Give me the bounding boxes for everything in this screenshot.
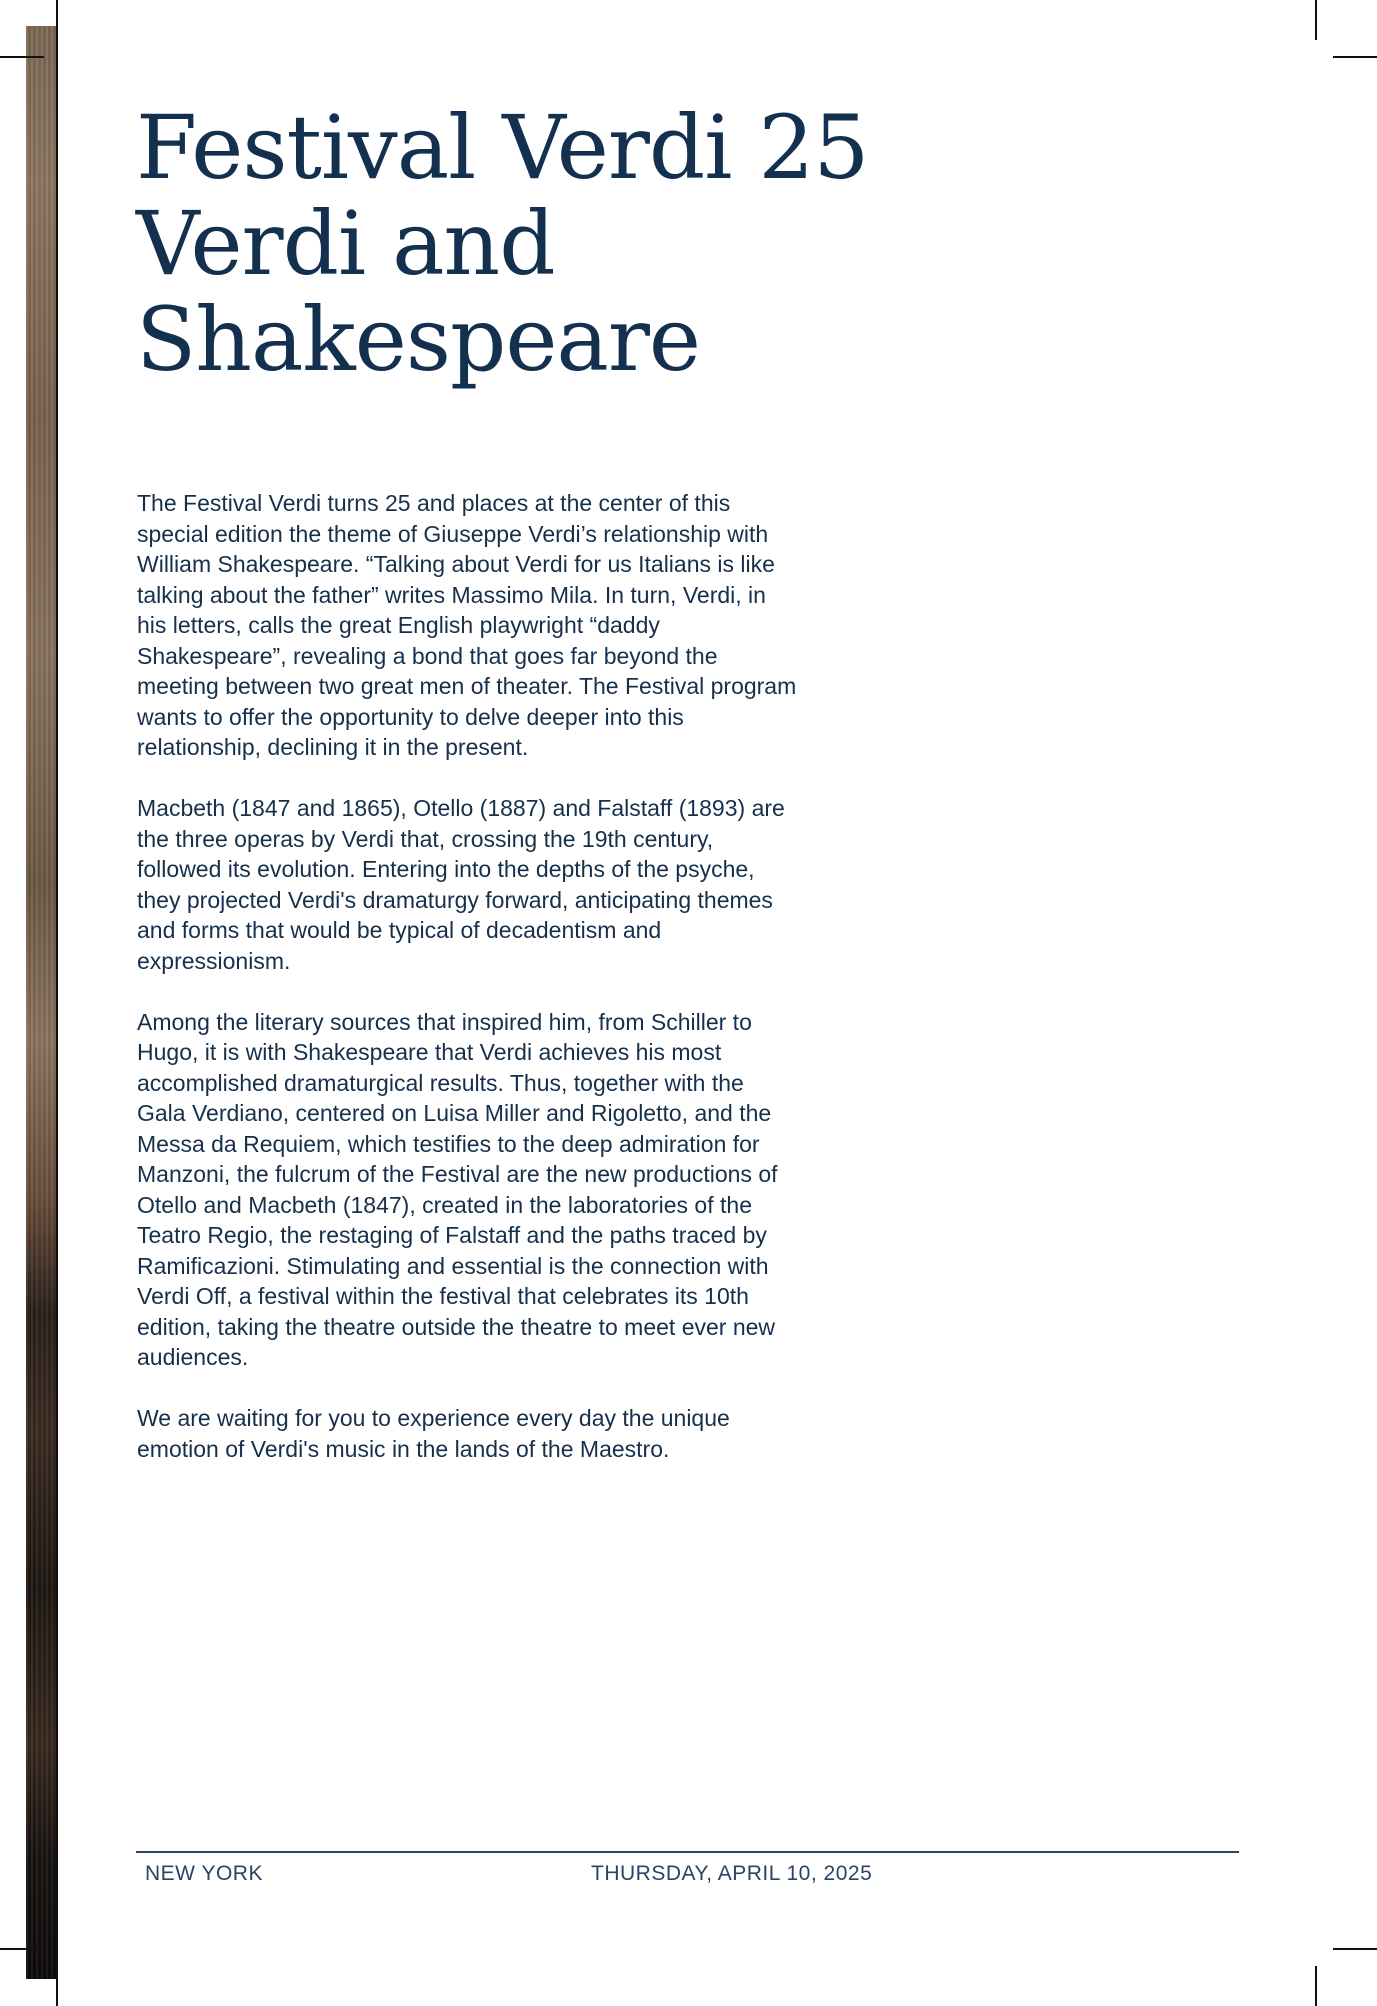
- crop-mark-bottom-right-horizontal: [1333, 1948, 1377, 1950]
- page-title: [136, 96, 869, 391]
- page-edge-line: [56, 0, 58, 2006]
- title-line-1: Festival Verdi 25: [136, 96, 869, 199]
- paragraph-operas: Macbeth (1847 and 1865), Otello (1887) and Falstaff (1893) are the three operas by Verdi that, crossing the 19th century, followed its evolution. Entering into the depths of the psyche, they projected Verdi's dramaturgy forward, anticipating themes and forms that would be typical of decadentism and expressionism.: [137, 795, 785, 974]
- title-line-3: Shakespeare: [136, 288, 701, 391]
- article-body: [137, 488, 797, 1495]
- footer-date: THURSDAY, APRIL 10, 2025: [591, 1862, 873, 1885]
- crop-mark-top-right-vertical: [1315, 0, 1317, 40]
- footer-location: NEW YORK: [145, 1862, 263, 1885]
- photo-bleed-strip: [26, 26, 58, 1979]
- paragraph-intro: The Festival Verdi turns 25 and places at the center of this special edition the theme of Giuseppe Verdi’s relationship with William Shakespeare. “Talking about Verdi for us Italians is like talking about the father” writes Massimo Mila. In turn, Verdi, in his letters, calls the great English playwright “daddy Shakespeare”, revealing a bond that goes far beyond the meeting between two great men of theater. The Festival program wants to offer the opportunity to delve deeper into this relationship, declining it in the present.: [137, 490, 797, 760]
- crop-mark-top-left: [0, 56, 44, 58]
- paragraph-sources: Among the literary sources that inspired him, from Schiller to Hugo, it is with Shakespeare that Verdi achieves his most accomplished dramaturgical results. Thus, together with the Gala Verdiano, centered on Luisa Miller and Rigoletto, and the Messa da Requiem, which testifies to the deep admiration for Manzoni, the fulcrum of the Festival are the new productions of Otello and Macbeth (1847), created in the laboratories of the Teatro Regio, the restaging of Falstaff and the paths traced by Ramificazioni. Stimulating and essential is the connection with Verdi Off, a festival within the festival that celebrates its 10th edition, taking the theatre outside the theatre to meet ever new audiences.: [137, 1008, 778, 1370]
- footer-divider: [136, 1851, 1239, 1853]
- crop-mark-bottom-left: [0, 1948, 44, 1950]
- crop-mark-top-right-horizontal: [1333, 56, 1377, 58]
- crop-mark-bottom-right-vertical: [1315, 1966, 1317, 2006]
- paragraph-closing: We are waiting for you to experience every day the unique emotion of Verdi's music in the lands of the Maestro.: [137, 1405, 730, 1462]
- title-line-2: Verdi and: [136, 192, 555, 295]
